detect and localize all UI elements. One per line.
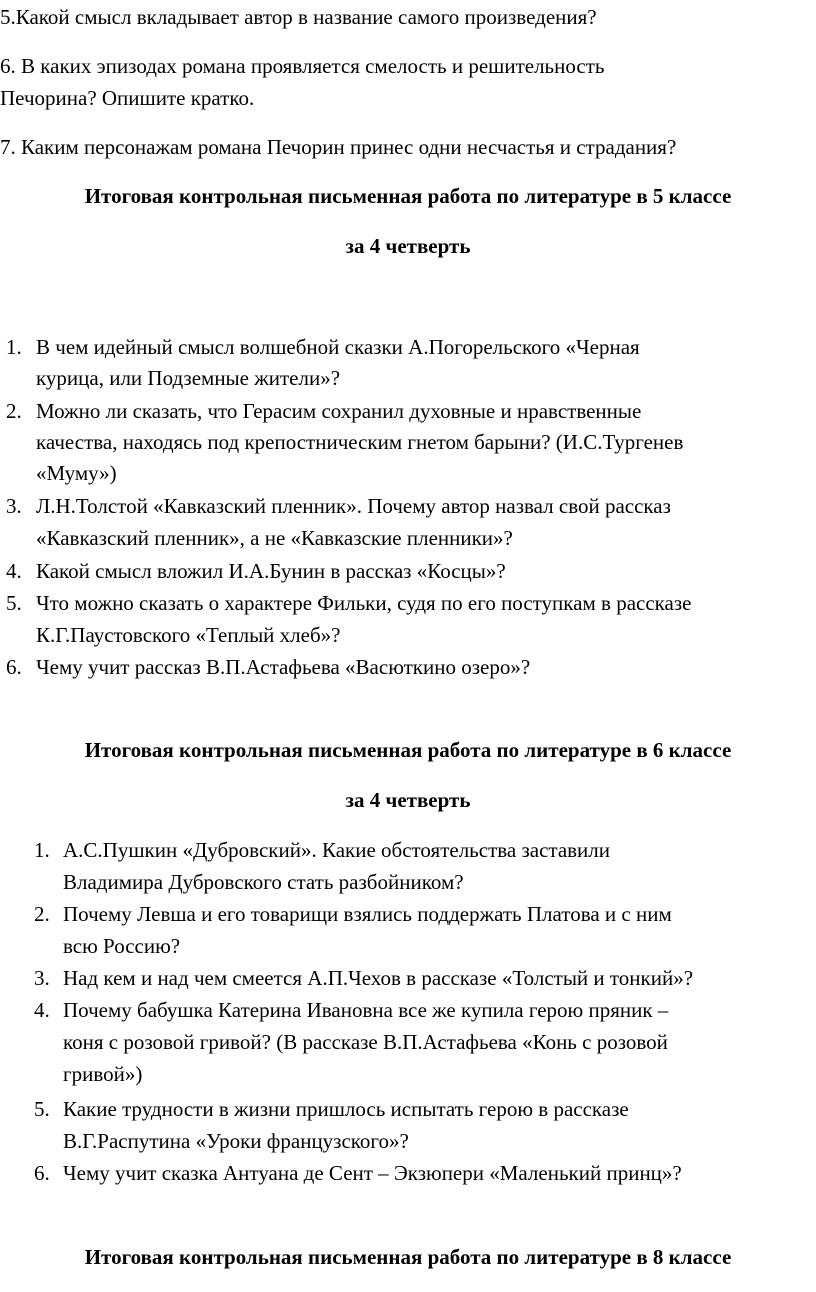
list-item-text: курица, или Подземные жители»? [36, 366, 341, 390]
list-item-text: всю Россию? [63, 934, 181, 958]
section-6-title: Итоговая контрольная письменная работа по литературе в 6 классе [84, 738, 732, 762]
intro-question-5: 5.Какой смысл вкладывает автор в название самого произведения? [0, 5, 597, 29]
section-6-subtitle: за 4 четверть [345, 788, 471, 812]
list-item-text: «Муму») [36, 461, 117, 485]
list-item-text: гривой») [63, 1062, 143, 1086]
intro-question-6-line-1: 6. В каких эпизодах романа проявляется смелость и решительность [0, 54, 605, 78]
intro-question-7: 7. Каким персонажам романа Печорин принес одни несчастья и страдания? [0, 135, 677, 159]
list-item-text: качества, находясь под крепостническим гнетом барыни? (И.С.Тургенев [36, 430, 684, 454]
list-item-text: Над кем и над чем смеется А.П.Чехов в рассказе «Толстый и тонкий»? [63, 966, 694, 990]
list-item-number: 5. [6, 591, 22, 615]
list-item-text: Можно ли сказать, что Герасим сохранил духовные и нравственные [36, 399, 642, 423]
list-item-text: Л.Н.Толстой «Кавказский пленник». Почему автор назвал свой рассказ [36, 494, 671, 518]
list-item-text: Что можно сказать о характере Фильки, судя по его поступкам в рассказе [36, 591, 692, 615]
list-item-text: Чему учит рассказ В.П.Астафьева «Васюткино озеро»? [36, 655, 531, 679]
intro-question-6-line-2: Печорина? Опишите кратко. [0, 86, 255, 110]
list-item-text: коня с розовой гривой? (В рассказе В.П.Астафьева «Конь с розовой [63, 1030, 668, 1054]
list-item-number: 1. [6, 335, 22, 359]
list-item-text: Почему бабушка Катерина Ивановна все же купила герою пряник – [63, 998, 669, 1022]
list-item-text: В.Г.Распутина «Уроки французского»? [63, 1129, 409, 1153]
list-item-number: 2. [6, 399, 22, 423]
list-item-text: Какие трудности в жизни пришлось испытать герою в рассказе [63, 1097, 629, 1121]
section-8-title: Итоговая контрольная письменная работа по литературе в 8 классе [84, 1245, 732, 1269]
list-item-text: В чем идейный смысл волшебной сказки А.Погорельского «Черная [36, 335, 640, 359]
section-5-subtitle: за 4 четверть [345, 234, 471, 258]
list-item-number: 5. [34, 1097, 50, 1121]
list-item-number: 3. [6, 494, 22, 518]
list-item-number: 6. [34, 1161, 50, 1185]
list-item-text: «Кавказский пленник», а не «Кавказские пленники»? [36, 526, 513, 550]
list-item-text: К.Г.Паустовского «Теплый хлеб»? [36, 623, 341, 647]
list-item-number: 1. [34, 838, 50, 862]
list-item-text: Владимира Дубровского стать разбойником? [63, 870, 464, 894]
list-item-text: Какой смысл вложил И.А.Бунин в рассказ «Косцы»? [36, 559, 506, 583]
list-item-number: 4. [34, 998, 50, 1022]
list-item-text: А.С.Пушкин «Дубровский». Какие обстоятельства заставили [63, 838, 611, 862]
list-item-text: Чему учит сказка Антуана де Сент – Экзюпери «Маленький принц»? [63, 1161, 682, 1185]
section-5-title: Итоговая контрольная письменная работа по литературе в 5 классе [84, 184, 732, 208]
list-item-number: 4. [6, 559, 22, 583]
list-item-number: 2. [34, 902, 50, 926]
list-item-number: 3. [34, 966, 50, 990]
list-item-number: 6. [6, 655, 22, 679]
list-item-text: Почему Левша и его товарищи взялись поддержать Платова и с ним [63, 902, 672, 926]
